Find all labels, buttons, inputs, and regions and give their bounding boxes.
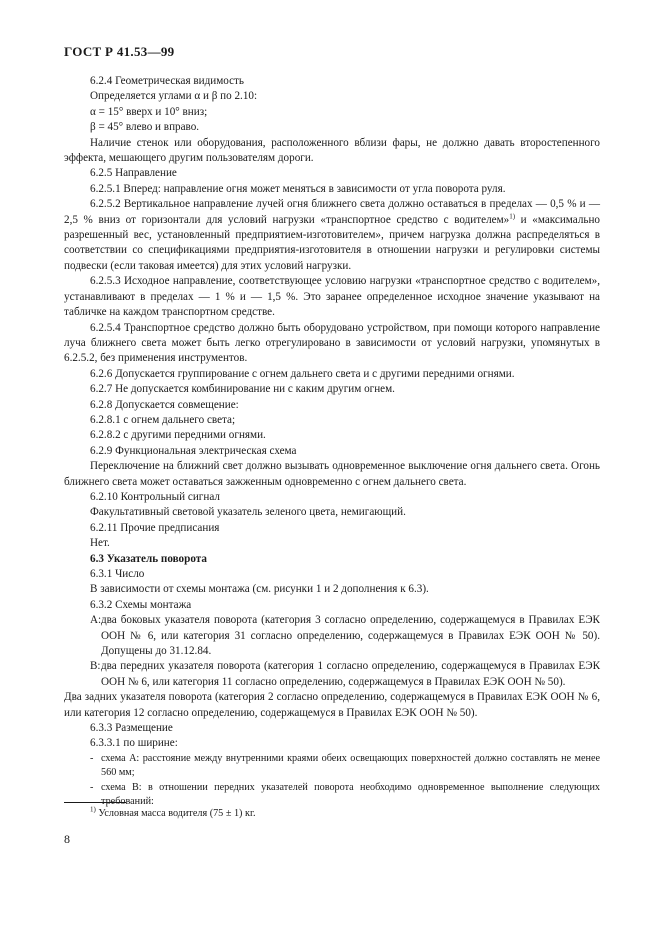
- paragraph: [64, 367, 600, 382]
- paragraph-text: 6.3.2 Схемы монтажа: [90, 598, 192, 611]
- paragraph: [64, 413, 600, 428]
- paragraph-text: 6.2.9 Функциональная электрическая схема: [90, 444, 297, 457]
- paragraph-text: 6.2.5.2 Вертикальное направление лучей огня ближнего света должно оставаться в пределах — 0,5 % и — 2,5 % вниз от горизонтали для условий нагрузки «транспортное средство с водителем»: [64, 198, 600, 226]
- footnote-mark: 1): [90, 805, 96, 814]
- paragraph-text: В зависимости от схемы монтажа (см. рисунки 1 и 2 дополнения к 6.3).: [90, 583, 429, 596]
- paragraph-text: и «максимально разрешенный вес, установленный предприятием-изготовителем», причем нагрузка должна распределяться в соответствии со спецификациями предприятия-изготовителя в отношении нагрузки и регулировки системы подвески (если таковая имеется) для этих условий нагрузки.: [64, 213, 600, 272]
- paragraph-text: Нет.: [90, 537, 110, 550]
- paragraph: [64, 197, 600, 274]
- paragraph: [64, 89, 600, 104]
- paragraph-text: 6.2.10 Контрольный сигнал: [90, 490, 220, 503]
- paragraph: [64, 166, 600, 181]
- footnote-rule: [64, 802, 126, 803]
- paragraph-text: 6.2.8.1 с огнем дальнего света;: [90, 413, 236, 426]
- list-marker: -: [90, 752, 94, 764]
- paragraph: [64, 536, 600, 551]
- paragraph-text: 6.3.1 Число: [90, 568, 145, 580]
- paragraph: [64, 444, 600, 459]
- list-marker: В:: [90, 660, 101, 673]
- paragraph: [64, 752, 600, 781]
- paragraph-text: 6.3 Указатель поворота: [90, 552, 207, 565]
- paragraph-text: схема В: в отношении передних указателей поворота необходимо одновременное выполнение следующих требований:: [101, 781, 600, 808]
- paragraph: [64, 721, 600, 736]
- paragraph: [64, 567, 600, 582]
- paragraph: [64, 552, 600, 567]
- paragraph-text: 6.3.3 Размещение: [90, 722, 173, 735]
- list-marker: -: [90, 781, 94, 793]
- paragraph: [64, 182, 600, 197]
- paragraph: [64, 398, 600, 413]
- paragraph-text: схема А: расстояние между внутренними краями обеих освещающих поверхностей должно составлять не менее 560 мм;: [101, 752, 600, 779]
- paragraph: [64, 120, 600, 135]
- paragraph: [64, 382, 600, 397]
- page-number: 8: [64, 832, 70, 846]
- paragraph-text: 6.2.6 Допускается группирование с огнем дальнего света и с другими передними огнями.: [90, 367, 515, 380]
- paragraph-text: 6.2.7 Не допускается комбинирование ни с каким другим огнем.: [90, 383, 395, 396]
- paragraph-text: два передних указателя поворота (категория 1 согласно определению, содержащемуся в Правилах ЕЭК ООН № 6, или категория 11 согласно определению, содержащемуся в Правилах ЕЭК ООН № 50).: [101, 660, 600, 688]
- paragraph: [64, 136, 600, 167]
- paragraph-text: два боковых указателя поворота (категория 3 согласно определению, содержащемуся в Правилах ЕЭК ООН № 6, или категория 31 согласно определению, содержащемуся в Правилах ЕЭК ООН № 50). Допущены до 31.12.84.: [101, 614, 600, 658]
- paragraph-text: 6.2.5.3 Исходное направление, соответствующее условию нагрузки «транспортное средство с водителем», устанавливают в пределах — 1 % и — 1,5 %. Это заранее определенное исходное значение указывают на табличке на каждом транспортном средстве.: [64, 275, 600, 319]
- paragraph-text: Факультативный световой указатель зеленого цвета, немигающий.: [90, 506, 406, 519]
- paragraph-text: 6.2.11 Прочие предписания: [90, 521, 220, 534]
- paragraph-text: 6.2.5.1 Вперед: направление огня может меняться в зависимости от угла поворота руля.: [90, 182, 506, 195]
- paragraph-text: 6.2.5.4 Транспортное средство должно быть оборудовано устройством, при помощи которого направление луча ближнего света может быть легко отрегулировано в зависимости от условий нагрузки, упомянутых в 6.2.5.2, без применения инструментов.: [64, 321, 600, 365]
- footnote: [90, 807, 256, 821]
- footnote-text: Условная масса водителя (75 ± 1) кг.: [98, 808, 256, 819]
- paragraph: [64, 659, 600, 690]
- paragraph: [64, 613, 600, 659]
- paragraph: [64, 321, 600, 367]
- paragraph: [64, 490, 600, 505]
- paragraph-text: α = 15° вверх и 10° вниз;: [90, 105, 208, 118]
- document-body: [64, 74, 600, 810]
- paragraph: [64, 781, 600, 810]
- paragraph-text: Переключение на ближний свет должно вызывать одновременное выключение огня дальнего света. Огонь ближнего света может оставаться зажженным одновременно с огнем дальнего света.: [64, 460, 600, 488]
- paragraph-text: 6.2.4 Геометрическая видимость: [90, 75, 245, 87]
- paragraph: [64, 521, 600, 536]
- paragraph: [64, 582, 600, 597]
- paragraph-text: Два задних указателя поворота (категория 2 согласно определению, содержащемуся в Правилах ЕЭК ООН № 6, или категория 12 согласно определению, содержащемуся в Правилах ЕЭК ООН № 50).: [64, 691, 600, 719]
- paragraph: [64, 598, 600, 613]
- list-marker: А:: [90, 614, 102, 627]
- document-header: ГОСТ Р 41.53—99: [64, 44, 175, 59]
- paragraph-text: 6.2.8.2 с другими передними огнями.: [90, 429, 266, 442]
- paragraph-text: Определяется углами α и β по 2.10:: [90, 90, 258, 103]
- paragraph-text: 6.2.8 Допускается совмещение:: [90, 398, 239, 411]
- footnote-reference: 1): [509, 211, 516, 220]
- paragraph: [64, 105, 600, 120]
- paragraph-text: Наличие стенок или оборудования, расположенного вблизи фары, не должно давать второстепенного эффекта, мешающего другим пользователям дороги.: [64, 136, 600, 165]
- paragraph-text: β = 45° влево и вправо.: [90, 121, 200, 134]
- paragraph-text: 6.3.3.1 по ширине:: [90, 737, 178, 750]
- paragraph: [64, 505, 600, 520]
- paragraph: [64, 736, 600, 751]
- paragraph-text: 6.2.5 Направление: [90, 167, 177, 180]
- paragraph: [64, 690, 600, 721]
- paragraph: [64, 74, 600, 89]
- paragraph: [64, 459, 600, 490]
- paragraph: [64, 428, 600, 443]
- paragraph: [64, 274, 600, 320]
